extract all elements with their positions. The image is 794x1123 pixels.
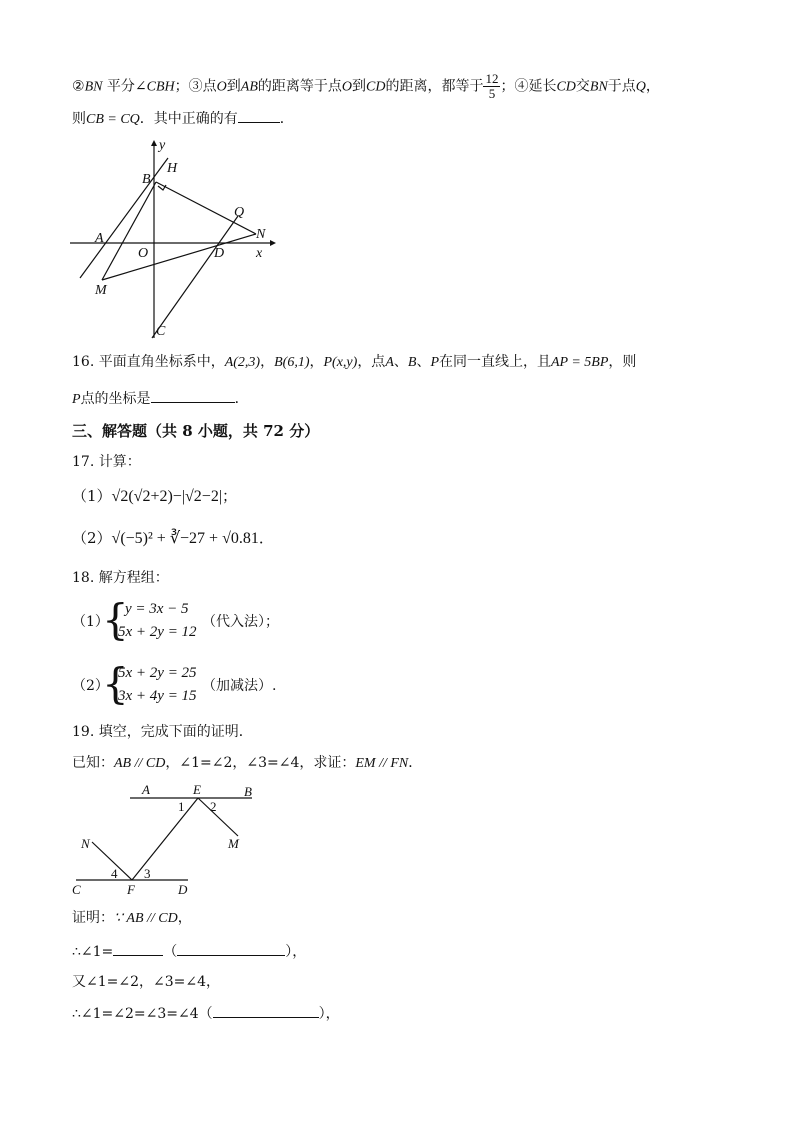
label-A: A: [142, 782, 150, 797]
figure-coordinate-diagram: [70, 138, 280, 343]
text: ．: [408, 755, 423, 771]
text: 交: [575, 78, 590, 95]
section-title: 三、解答题（共 8 小题，共 72 分）: [72, 422, 320, 440]
math: CD: [366, 79, 386, 95]
answer-blank-16[interactable]: [151, 388, 235, 403]
q16-line1: [72, 352, 636, 373]
math: CD: [556, 79, 576, 95]
q17-part2: [72, 528, 274, 549]
text: ，点: [357, 354, 386, 370]
q18-title: 18. 解方程组：: [72, 570, 169, 586]
q18-p2-eq1: 5x + 2y = 25: [118, 665, 197, 681]
label-N: N: [81, 836, 90, 851]
math: BN: [589, 79, 608, 95]
q18-part1-label: （1）: [72, 614, 109, 630]
y-axis-arrow: [151, 140, 157, 146]
text: 于点: [607, 78, 636, 95]
q18-part2-label: （2）: [72, 678, 109, 694]
point-P: P(x,y): [323, 355, 358, 370]
text: ．: [258, 529, 274, 547]
segment-MN: [102, 234, 256, 280]
math: P: [72, 392, 81, 407]
fraction-numerator: 12: [485, 71, 499, 86]
label-angle-3: 3: [144, 866, 151, 881]
proof-step3: [72, 1003, 340, 1024]
answer-blank-19b[interactable]: [177, 941, 285, 956]
text: ∴∠1=∠2=∠3=∠4（: [72, 1006, 213, 1022]
part-label: （1）: [72, 487, 112, 505]
label-angle-1: 1: [178, 799, 185, 814]
q15-line1: [72, 72, 660, 101]
text: 则: [72, 111, 86, 127]
label-angle-4: 4: [111, 866, 118, 881]
line-CQ: [152, 216, 238, 338]
brace-2: {: [102, 659, 129, 708]
segment-BM: [102, 182, 156, 280]
q18-p1-method: （代入法）；: [202, 614, 279, 630]
math: A: [385, 355, 394, 370]
part-label: （2）: [72, 529, 112, 547]
text: ，: [260, 354, 275, 370]
text: 、: [393, 354, 408, 370]
label-C: C: [156, 324, 166, 339]
text: ；③点: [174, 78, 217, 95]
text: （: [163, 944, 178, 960]
math: AP = 5BP: [551, 355, 609, 370]
text: ．其中正确的有: [139, 111, 238, 127]
text: ∴∠1=: [72, 944, 114, 960]
label-D: D: [214, 246, 225, 261]
figure-parallel-lines: [70, 780, 270, 900]
segment-EM: [198, 798, 238, 836]
q17-title: 17. 计算：: [72, 454, 141, 470]
q16-line2: [72, 388, 249, 410]
math: CBH: [146, 79, 175, 95]
q19-given: [72, 753, 422, 774]
math: P: [430, 355, 439, 370]
math: EM // FN: [355, 756, 409, 771]
text: 、: [416, 354, 431, 370]
q18-p1-eq2: 5x + 2y = 12: [118, 624, 197, 640]
label-M: M: [95, 283, 107, 298]
text: 已知：: [72, 755, 114, 771]
label-N: N: [256, 227, 266, 242]
x-axis-arrow: [270, 240, 276, 246]
math: AB: [240, 79, 258, 95]
text: ），: [318, 1006, 340, 1022]
label-O: O: [138, 246, 149, 261]
answer-blank-19c[interactable]: [213, 1003, 319, 1018]
answer-blank-15[interactable]: [238, 108, 280, 123]
brace-1: {: [102, 595, 129, 644]
label-B: B: [244, 784, 252, 799]
math: CB = CQ: [86, 112, 140, 127]
point-A: A(2,3): [224, 355, 261, 370]
text: ，则: [608, 354, 637, 370]
label-E: E: [193, 782, 201, 797]
q18-p2-method: （加减法）.: [202, 678, 277, 694]
math: AB // CD: [114, 756, 166, 771]
math-expression: √(−5)² + ∛−27 + √0.81: [111, 530, 259, 547]
q18-p1-eq1: y = 3x − 5: [125, 601, 189, 617]
text: ，: [309, 354, 324, 370]
text: ，∠1=∠2: [165, 755, 233, 771]
proof-step1: [72, 941, 306, 962]
proof-start: [72, 908, 192, 929]
text: 到: [352, 78, 366, 95]
line-AB: [80, 158, 168, 278]
math: ∵ AB // CD: [114, 911, 178, 926]
label-H: H: [167, 161, 178, 176]
text: ，: [177, 910, 192, 926]
text: ．: [279, 111, 294, 127]
q18-p2-eq2: 3x + 4y = 15: [118, 688, 197, 704]
text: 在同一直线上，且: [439, 354, 551, 370]
text: 的距离等于点: [257, 78, 342, 95]
fraction-denominator: 5: [488, 86, 496, 101]
text: 点的坐标是: [80, 391, 151, 407]
q19-title: 19. 填空，完成下面的证明．: [72, 724, 253, 740]
answer-blank-19a[interactable]: [113, 941, 163, 956]
label-x: x: [256, 246, 263, 261]
label-B: B: [142, 172, 151, 187]
math: O: [341, 79, 352, 95]
math: B: [407, 355, 417, 370]
fraction-12-5: [483, 72, 500, 101]
segment-EF: [132, 798, 198, 880]
math-expression: √2(√2+2)−|√2−2|: [111, 488, 223, 505]
text: 16. 平面直角坐标系中，: [72, 354, 225, 370]
text: ；: [222, 487, 238, 505]
point-B: B(6,1): [274, 355, 310, 370]
text: ），: [285, 944, 307, 960]
text: ，求证：: [299, 755, 356, 771]
text: 的距离，都等于: [385, 78, 484, 95]
label-y: y: [159, 138, 166, 153]
proof-step2: 又∠1=∠2，∠3=∠4，: [72, 974, 221, 990]
math: BN: [84, 79, 103, 95]
label-F: F: [127, 882, 135, 897]
label-A: A: [95, 231, 104, 246]
text: 证明：: [72, 910, 114, 926]
text: 平分∠: [102, 78, 147, 95]
label-Q: Q: [234, 205, 245, 220]
label-M: M: [228, 836, 239, 851]
q17-part1: [72, 486, 237, 507]
math: O: [216, 79, 227, 95]
text: ②: [72, 78, 85, 95]
math: Q: [635, 79, 646, 95]
text: ．: [234, 391, 249, 407]
text: ，∠3=∠4: [232, 755, 300, 771]
label-C: C: [72, 882, 81, 897]
text: ；④延长: [500, 78, 557, 95]
text: 到: [226, 78, 241, 95]
label-angle-2: 2: [210, 799, 217, 814]
q15-line2: [72, 108, 294, 130]
label-D: D: [178, 882, 188, 897]
text: ，: [645, 78, 660, 95]
